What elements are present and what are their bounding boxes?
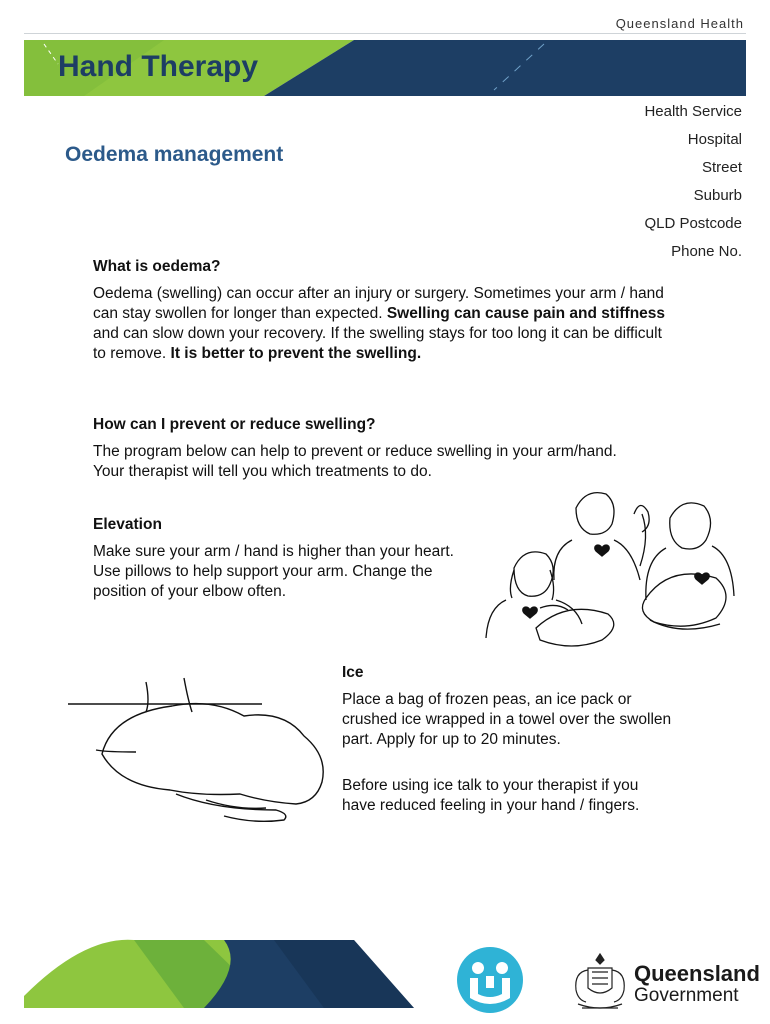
ice-heading: Ice [342, 664, 364, 681]
prevent-body: The program below can help to prevent or reduce swelling in your arm/hand. Your therapist will tell you which treatments to do. [93, 443, 617, 480]
contact-health-service: Health Service [644, 103, 742, 120]
page-title: Oedema management [65, 143, 284, 166]
queensland-health-label: Queensland Health [615, 16, 744, 31]
elevation-illustration [484, 488, 734, 648]
contact-postcode: QLD Postcode [644, 215, 742, 232]
prevent-heading: How can I prevent or reduce swelling? [93, 416, 376, 433]
what-heading: What is oedema? [93, 258, 221, 275]
ice-body-1: Place a bag of frozen peas, an ice pack or crushed ice wrapped in a towel over the swollen part. Apply for up to 20 minutes. [342, 691, 672, 748]
elevation-body: Make sure your arm / hand is higher than your heart. Use pillows to help support your arm. Change the position of your elbow often. [93, 543, 454, 600]
header-rule [24, 33, 746, 34]
hospital-logo-icon [456, 946, 524, 1014]
coat-of-arms-icon [570, 950, 630, 1012]
contact-phone: Phone No. [671, 243, 742, 260]
footer-band [24, 936, 424, 1008]
contact-street: Street [701, 159, 742, 176]
contact-hospital: Hospital [687, 131, 742, 148]
banner-title: Hand Therapy [58, 50, 259, 83]
contact-suburb: Suburb [693, 187, 742, 204]
ice-body-2: Before using ice talk to your therapist if you have reduced feeling in your hand / fingers. [342, 777, 640, 814]
gov-line-2: Government [634, 985, 739, 1006]
ice-illustration [66, 672, 336, 832]
what-body: Oedema (swelling) can occur after an injury or surgery. Sometimes your arm / hand can stay swollen for longer than expected. Swelling can cause pain and stiffness and can slow down your recovery. If the swelling stays for too long it can be difficult to remove. It is better to prevent the swelling. [93, 285, 666, 362]
elevation-heading: Elevation [93, 516, 162, 533]
gov-line-1: Queensland [634, 961, 760, 986]
